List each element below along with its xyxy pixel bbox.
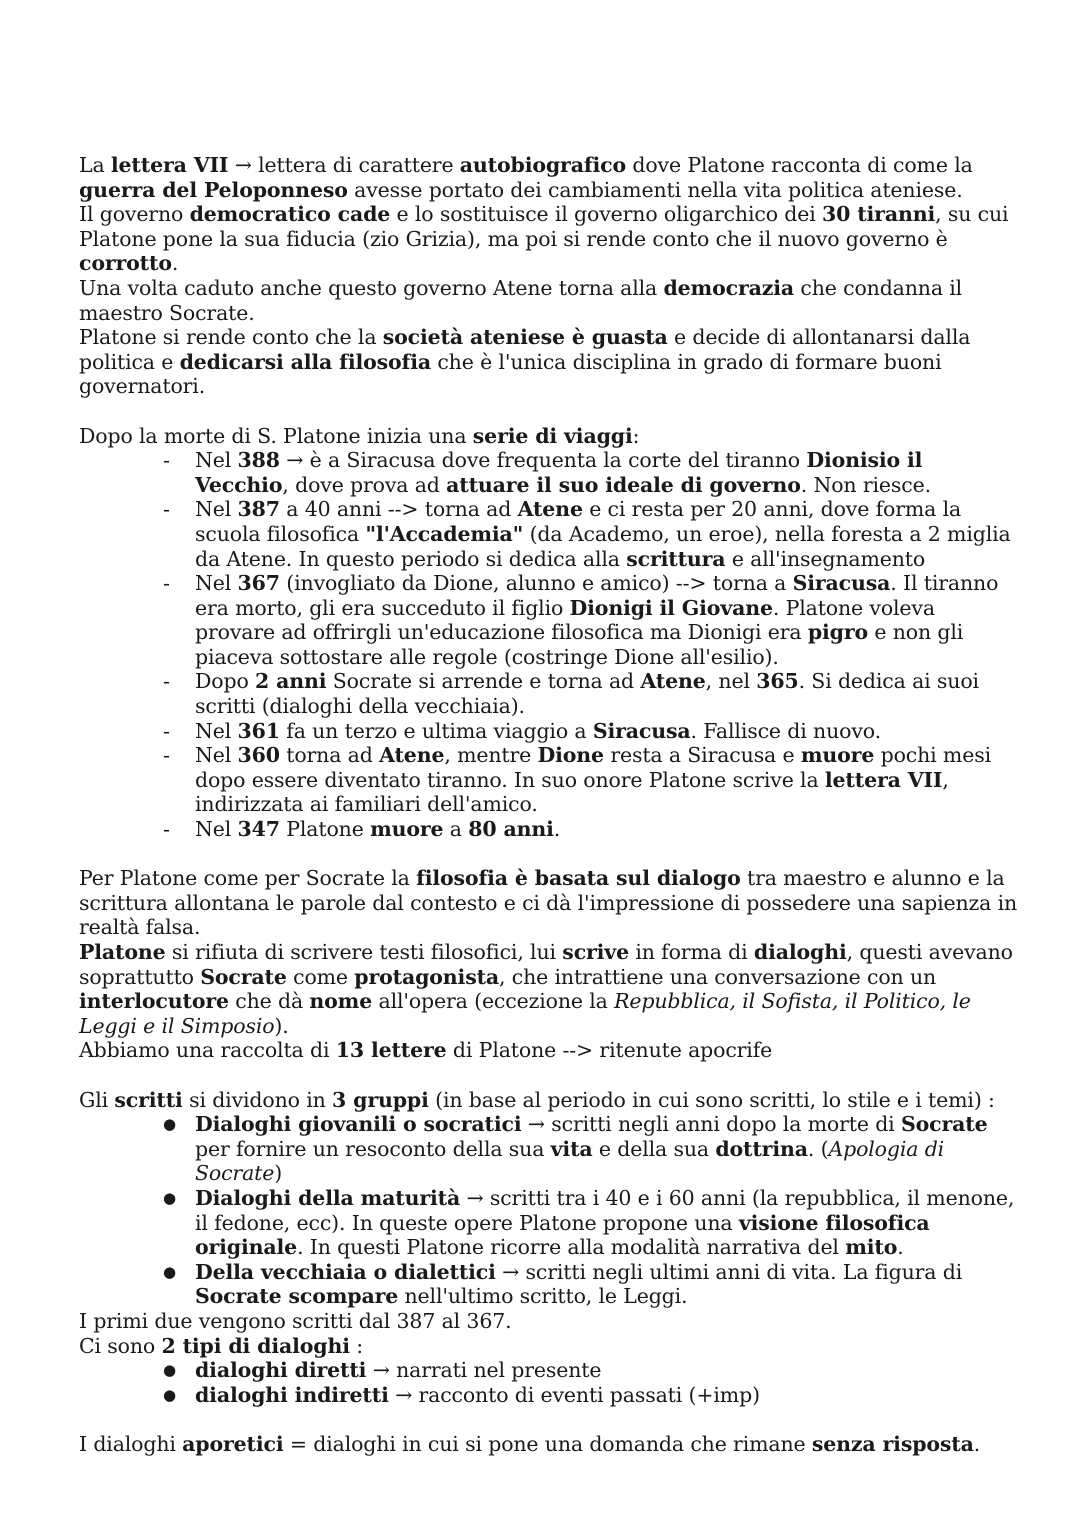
list-item-text: Dopo 2 anni Socrate si arrende e torna ad Atene, nel 365. Si dedica ai suoi scritti (dialoghi della vecchiaia).: [195, 669, 979, 719]
emphasis-text: scrittura: [626, 546, 726, 571]
list-item: [79, 1383, 1019, 1408]
emphasis-text: attuare il suo ideale di governo: [446, 472, 801, 497]
paragraph-gap: [79, 1407, 1019, 1432]
list-bullet: ●: [163, 1262, 176, 1281]
emphasis-text: serie di viaggi: [472, 423, 633, 448]
list-item-text: Nel 388 → è a Siracusa dove frequenta la corte del tiranno Dionisio il Vecchio, dove prova ad attuare il suo ideale di governo. Non riesce.: [195, 448, 931, 497]
list-item: [79, 448, 1019, 497]
tipi-list: [79, 1358, 1019, 1407]
emphasis-text: Dialoghi della maturità: [195, 1185, 461, 1210]
list-item-text: Nel 387 a 40 anni --> torna ad Atene e ci resta per 20 anni, dove forma la scuola filosofica "l'Accademia" (da Academo, un eroe), nella foresta a 2 miglia da Atene. In questo periodo si dedica alla scrittura e all'insegnamento: [195, 497, 1011, 571]
paragraph: I dialoghi aporetici = dialoghi in cui si pone una domanda che rimane senza risposta.: [79, 1431, 981, 1456]
list-bullet: ●: [163, 1188, 176, 1207]
emphasis-text: muore: [370, 817, 444, 842]
list-item: [79, 1358, 1019, 1383]
emphasis-text: visione filosofica originale: [195, 1210, 930, 1260]
emphasis-text: filosofia è basata sul dialogo: [416, 866, 741, 891]
emphasis-text: Atene: [517, 497, 583, 522]
list-item-text: Nel 361 fa un terzo e ultima viaggio a Siracusa. Fallisce di nuovo.: [195, 718, 881, 743]
paragraph: La lettera VII → lettera di carattere autobiografico dove Platone racconta di come la guerra del Peloponneso avesse portato dei cambiamenti nella vita politica ateniese.: [79, 153, 973, 202]
paragraph: Dopo la morte di S. Platone inizia una serie di viaggi:: [79, 423, 640, 448]
list-bullet: -: [163, 497, 170, 522]
emphasis-text: Dione: [537, 743, 604, 768]
list-bullet: -: [163, 669, 170, 694]
emphasis-text: corrotto: [79, 251, 172, 276]
list-item: [79, 497, 1019, 571]
list-item: [79, 1186, 1019, 1260]
paragraph: Gli scritti si dividono in 3 gruppi (in base al periodo in cui sono scritti, lo stile e i temi) :: [79, 1087, 995, 1112]
paragraph: Una volta caduto anche questo governo Atene torna alla democrazia che condanna il maestro Socrate.: [79, 275, 963, 325]
emphasis-text: dialoghi: [753, 940, 847, 964]
scritti-section: [79, 1088, 1019, 1408]
emphasis-text: 360: [237, 743, 280, 768]
emphasis-text: senza risposta: [811, 1431, 974, 1456]
emphasis-text: lettera VII: [824, 767, 943, 792]
emphasis-text: 13 lettere: [335, 1038, 447, 1063]
emphasis-text: autobiografico: [459, 153, 627, 177]
emphasis-text: dottrina: [715, 1136, 808, 1161]
list-item: [79, 817, 1019, 842]
emphasis-text: 30 tiranni: [822, 202, 936, 227]
emphasis-text: 2 tipi di dialoghi: [161, 1333, 350, 1358]
italic-title: Repubblica, il Sofista, il Politico, le Leggi e il Simposio: [79, 989, 971, 1038]
emphasis-text: Dionigi il Giovane: [569, 595, 773, 620]
list-item-text: Dialoghi giovanili o socratici → scritti negli anni dopo la morte di Socrate per fornire un resoconto della sua vita e della sua dottrina. (Apologia di Socrate): [195, 1112, 988, 1186]
list-bullet: ●: [163, 1115, 176, 1134]
emphasis-text: Socrate: [200, 964, 287, 989]
emphasis-text: Siracusa: [792, 571, 891, 596]
emphasis-text: mito: [845, 1235, 898, 1260]
list-item: [79, 571, 1019, 669]
paragraph: I primi due vengono scritti dal 387 al 367.: [79, 1308, 512, 1333]
emphasis-text: Platone: [79, 940, 166, 964]
emphasis-text: democrazia: [663, 275, 795, 300]
italic-title: Apologia di Socrate: [195, 1136, 945, 1186]
emphasis-text: Socrate scompare: [195, 1284, 399, 1309]
list-bullet: -: [163, 817, 170, 842]
emphasis-text: 367: [237, 571, 280, 596]
list-bullet: ●: [163, 1361, 176, 1380]
list-item-text: Nel 360 torna ad Atene, mentre Dione resta a Siracusa e muore pochi mesi dopo essere diventato tiranno. In suo onore Platone scrive la lettera VII, indirizzata ai familiari dell'amico.: [195, 743, 991, 817]
list-bullet: -: [163, 448, 170, 473]
list-item: [79, 1112, 1019, 1186]
list-bullet: -: [163, 718, 170, 743]
emphasis-text: scritti: [114, 1087, 183, 1112]
emphasis-text: 80 anni: [468, 817, 554, 842]
emphasis-text: democratico cade: [189, 202, 391, 227]
emphasis-text: muore: [800, 743, 875, 768]
emphasis-text: 347: [237, 817, 280, 842]
paragraph-gap: [79, 1063, 1019, 1088]
dialogo-section: [79, 866, 1019, 1063]
emphasis-text: vita: [550, 1136, 593, 1161]
list-bullet: ●: [163, 1385, 176, 1404]
emphasis-text: dedicarsi alla filosofia: [179, 349, 431, 374]
list-item: [79, 719, 1019, 744]
emphasis-text: 387: [237, 497, 280, 522]
emphasis-text: società ateniese è guasta: [382, 325, 668, 350]
paragraph-gap: [79, 399, 1019, 424]
emphasis-text: nome: [309, 989, 373, 1014]
emphasis-text: Dialoghi giovanili o socratici: [195, 1112, 522, 1137]
paragraph: Ci sono 2 tipi di dialoghi :: [79, 1333, 363, 1358]
emphasis-text: guerra del Peloponneso: [79, 177, 348, 202]
emphasis-text: "l'Accademia": [365, 521, 524, 546]
gruppi-list: [79, 1112, 1019, 1309]
paragraph: Platone si rifiuta di scrivere testi filosofici, lui scrive in forma di dialoghi, questi avevano soprattutto Socrate come protagonista, che intrattiene una conversazione con un interlocutore che dà nome all'opera (eccezione la Repubblica, il Sofista, il Politico, le Leggi e il Simposio).: [79, 940, 1013, 1038]
emphasis-text: Dionisio il Vecchio: [195, 448, 923, 497]
emphasis-text: protagonista: [354, 964, 500, 989]
list-bullet: -: [163, 571, 170, 596]
emphasis-text: Atene: [379, 743, 445, 768]
emphasis-text: scrive: [562, 940, 629, 964]
list-item-text: dialoghi diretti → narrati nel presente: [195, 1358, 602, 1383]
emphasis-text: Atene: [640, 669, 706, 694]
list-item-text: Nel 367 (invogliato da Dione, alunno e amico) --> torna a Siracusa. Il tiranno era morto, gli era succeduto il figlio Dionigi il Giovane. Platone voleva provare ad offrirgli un'educazione filosofica ma Dionigi era pigro e non gli piaceva sottostare alle regole (costringe Dione all'esilio).: [195, 571, 999, 669]
list-bullet: -: [163, 743, 170, 768]
emphasis-text: 388: [237, 448, 280, 473]
emphasis-text: 361: [237, 718, 280, 743]
list-item-text: dialoghi indiretti → racconto di eventi passati (+imp): [195, 1382, 760, 1407]
document-page: [79, 153, 1019, 1456]
emphasis-text: lettera VII: [110, 153, 229, 177]
emphasis-text: pigro: [807, 620, 868, 645]
viaggi-list: [79, 448, 1019, 842]
emphasis-text: aporetici: [182, 1431, 284, 1456]
paragraph: Per Platone come per Socrate la filosofia è basata sul dialogo tra maestro e alunno e la scrittura allontana le parole dal contesto e ci dà l'impressione di possedere una sapienza in realtà falsa.: [79, 866, 1018, 940]
intro-section: [79, 153, 1019, 399]
emphasis-text: interlocutore: [79, 989, 229, 1014]
list-item: [79, 669, 1019, 718]
emphasis-text: 365: [756, 669, 799, 694]
emphasis-text: 3 gruppi: [332, 1087, 429, 1112]
emphasis-text: Della vecchiaia o dialettici: [195, 1259, 496, 1284]
paragraph: Abbiamo una raccolta di 13 lettere di Platone --> ritenute apocrife: [79, 1038, 773, 1063]
emphasis-text: dialoghi diretti: [195, 1358, 367, 1383]
paragraph-gap: [79, 842, 1019, 867]
list-item-text: Dialoghi della maturità → scritti tra i 40 e i 60 anni (la repubblica, il menone, il fedone, ecc). In queste opere Platone propone una visione filosofica originale. In questi Platone ricorre alla modalità narrativa del mito.: [195, 1185, 1015, 1260]
emphasis-text: dialoghi indiretti: [195, 1382, 389, 1407]
emphasis-text: 2 anni: [255, 669, 327, 694]
list-item-text: Della vecchiaia o dialettici → scritti negli ultimi anni di vita. La figura di Socrate scompare nell'ultimo scritto, le Leggi.: [195, 1259, 963, 1309]
list-item: [79, 743, 1019, 817]
paragraph: Platone si rende conto che la società ateniese è guasta e decide di allontanarsi dalla politica e dedicarsi alla filosofia che è l'unica disciplina in grado di formare buoni governatori.: [79, 325, 971, 399]
paragraph: Il governo democratico cade e lo sostituisce il governo oligarchico dei 30 tiranni, su cui Platone pone la sua fiducia (zio Grizia), ma poi si rende conto che il nuovo governo è corrotto.: [79, 202, 1009, 276]
emphasis-text: Siracusa: [592, 718, 691, 743]
list-item: [79, 1260, 1019, 1309]
emphasis-text: Socrate: [900, 1112, 988, 1137]
list-item-text: Nel 347 Platone muore a 80 anni.: [195, 817, 561, 842]
viaggi-section: [79, 424, 1019, 842]
